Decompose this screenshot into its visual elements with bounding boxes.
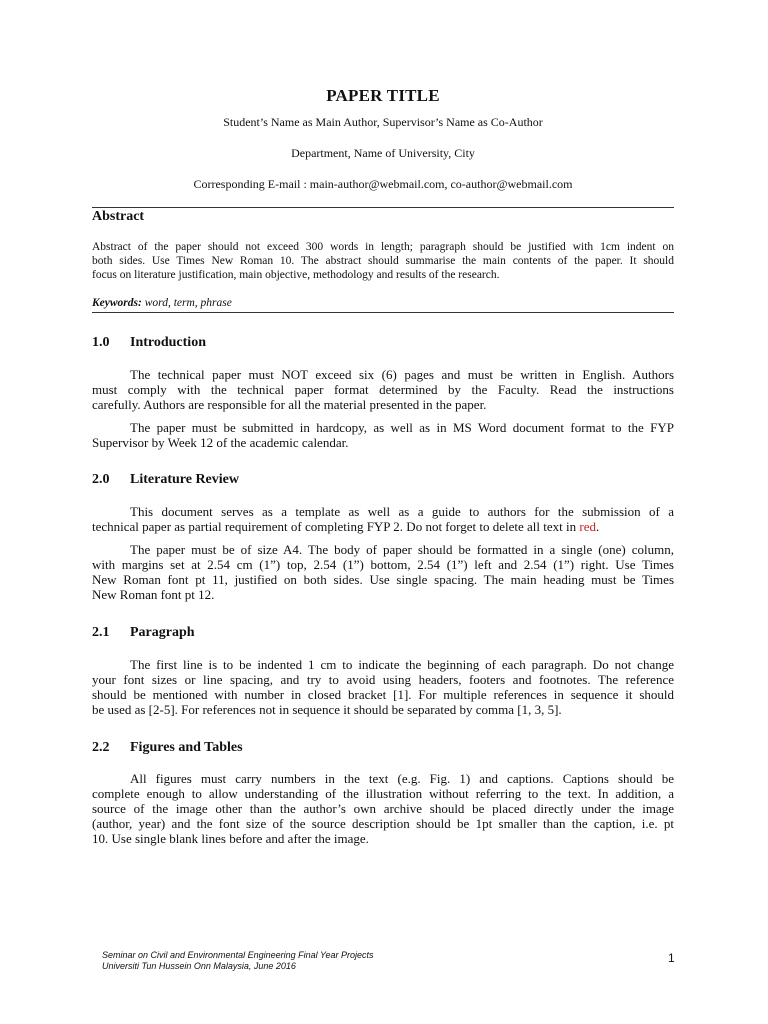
page-number: 1	[668, 951, 675, 965]
paragraph-section-paragraph	[92, 657, 674, 717]
abstract-top-rule	[92, 207, 674, 208]
abstract-heading: Abstract	[92, 209, 145, 224]
section-title: Literature Review	[130, 472, 239, 487]
section-title: Introduction	[130, 335, 206, 350]
paragraph-text: .	[595, 519, 600, 534]
paper-title: PAPER TITLE	[326, 86, 440, 105]
section-number: 2.0	[92, 472, 110, 487]
literature-paragraph-1	[92, 504, 674, 534]
author-line: Student’s Name as Main Author, Supervisor’s Name as Co-Author	[223, 115, 543, 129]
keywords-label: Keywords:	[92, 297, 142, 309]
introduction-paragraph-2	[92, 420, 674, 450]
keywords-text: word, term, phrase	[141, 297, 232, 309]
abstract-paragraph	[92, 240, 674, 282]
paragraph-line: source of the image other than the author’s own archive should be placed directly under the image	[92, 801, 674, 816]
paragraph-line: The paper must be of size A4. The body of paper should be formatted in a single (one) column,	[130, 542, 674, 557]
keywords-line	[92, 297, 232, 309]
red-text: red	[579, 519, 596, 534]
section-title: Figures and Tables	[130, 740, 243, 755]
abstract-line: focus on literature justification, main objective, methodology and results of the research.	[92, 269, 500, 281]
paragraph-line: carefully. Authors are responsible for all the material presented in the paper.	[92, 397, 487, 412]
section-heading-paragraph	[92, 625, 195, 641]
paragraph-line: complete enough to allow understanding of the illustration without referring to the text. In addition, a	[92, 786, 674, 801]
abstract-line: Abstract of the paper should not exceed 300 words in length; paragraph should be justified with 1cm indent on	[92, 241, 674, 253]
section-number: 2.1	[92, 625, 110, 640]
figures-paragraph	[92, 771, 674, 846]
paragraph-line: should be mentioned with number in closed bracket [1]. For multiple references in sequence it should	[92, 687, 674, 702]
footer-university-line: Universiti Tun Hussein Onn Malaysia, June 2016	[102, 961, 296, 971]
department-line: Department, Name of University, City	[291, 146, 475, 160]
paragraph-line: All figures must carry numbers in the text (e.g. Fig. 1) and captions. Captions should be	[130, 771, 674, 786]
introduction-paragraph-1	[92, 367, 674, 412]
paragraph-line: 10. Use single blank lines before and after the image.	[92, 831, 369, 846]
abstract-line: both sides. Use Times New Roman 10. The abstract should summarise the main contents of the paper. It should	[92, 255, 674, 267]
section-heading-figures-and-tables	[92, 740, 243, 756]
paragraph-line: The paper must be submitted in hardcopy, as well as in MS Word document format to the FYP	[130, 420, 674, 435]
paragraph-line: (author, year) and the font size of the source description should be 1pt smaller than the caption, i.e. pt	[92, 816, 674, 831]
paragraph-line: with margins set at 2.54 cm (1”) top, 2.54 (1”) bottom, 2.54 (1”) left and 2.54 (1”) right. Use Times	[92, 557, 674, 572]
paragraph-line: must comply with the technical paper format determined by the Faculty. Read the instructions	[92, 382, 674, 397]
paragraph-line: New Roman font pt 11, justified on both sides. Use single spacing. The main heading must be Times	[92, 572, 674, 587]
paragraph-line: New Roman font pt 12.	[92, 587, 215, 602]
paragraph-line: be used as [2-5]. For references not in sequence it should be separated by comma [1, 3, 5].	[92, 702, 562, 717]
section-number: 1.0	[92, 335, 110, 350]
section-heading-literature-review	[92, 472, 239, 488]
paragraph-line	[92, 519, 674, 534]
section-heading-introduction	[92, 335, 206, 351]
paragraph-line: The technical paper must NOT exceed six (6) pages and must be written in English. Authors	[130, 367, 674, 382]
footer-seminar-line: Seminar on Civil and Environmental Engineering Final Year Projects	[102, 950, 374, 960]
email-line: Corresponding E-mail : main-author@webmail.com, co-author@webmail.com	[193, 177, 573, 191]
abstract-bottom-rule	[92, 312, 674, 313]
paragraph-line: your font sizes or line spacing, and try to avoid using headers, footers and footnotes. The reference	[92, 672, 674, 687]
paragraph-line: Supervisor by Week 12 of the academic calendar.	[92, 435, 349, 450]
paragraph-line: This document serves as a template as well as a guide to authors for the submission of a	[130, 504, 674, 519]
section-title: Paragraph	[130, 625, 195, 640]
paragraph-text: technical paper as partial requirement of completing FYP 2. Do not forget to delete all text in	[92, 519, 580, 534]
literature-paragraph-2	[92, 542, 674, 602]
section-number: 2.2	[92, 740, 110, 755]
paragraph-line: The first line is to be indented 1 cm to indicate the beginning of each paragraph. Do not change	[130, 657, 674, 672]
